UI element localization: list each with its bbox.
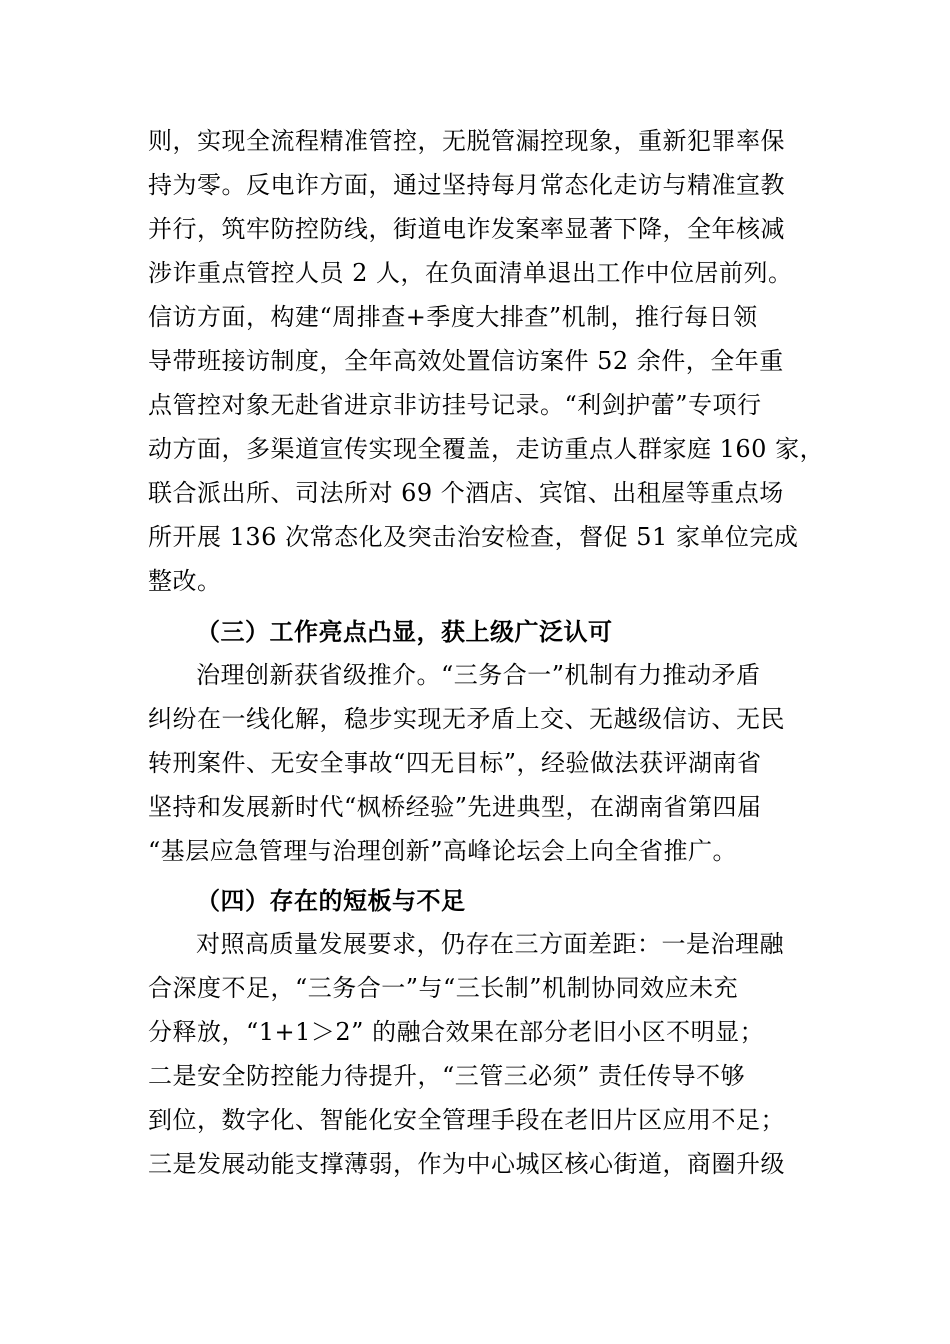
text-line: 到位，数字化、智能化安全管理手段在老旧片区应用不足； (148, 1106, 785, 1134)
text-line: 动方面，多渠道宣传实现全覆盖，走访重点人群家庭 160 家， (148, 435, 825, 463)
text-line: 导带班接访制度，全年高效处置信访案件 52 余件，全年重 (148, 347, 784, 375)
text-line: 二是安全防控能力待提升，“三管三必须” 责任传导不够 (148, 1062, 746, 1090)
text-line: 点管控对象无赴省进京非访挂号记录。“利剑护蕾”专项行 (148, 391, 762, 419)
text-line: “基层应急管理与治理创新”高峰论坛会上向全省推广。 (148, 837, 738, 865)
text-line: 信访方面，构建“周排查+季度大排查”机制，推行每日领 (148, 303, 758, 331)
text-line: 整改。 (148, 567, 222, 595)
section-heading: （四）存在的短板与不足 (196, 886, 466, 915)
text-line: 合深度不足，“三务合一”与“三长制”机制协同效应未充 (148, 974, 739, 1002)
text-line: 涉诈重点管控人员 2 人，在负面清单退出工作中位居前列。 (148, 259, 793, 287)
text-line: 纠纷在一线化解，稳步实现无矛盾上交、无越级信访、无民 (148, 705, 785, 733)
text-line: 坚持和发展新时代“枫桥经验”先进典型，在湖南省第四届 (148, 793, 762, 821)
paragraph-first-line: 对照高质量发展要求，仍存在三方面差距：一是治理融 (196, 930, 784, 958)
section-heading: （三）工作亮点凸显，获上级广泛认可 (196, 617, 613, 646)
text-line: 分释放，“1+1＞2” 的融合效果在部分老旧小区不明显； (148, 1018, 765, 1046)
paragraph-first-line: 治理创新获省级推介。“三务合一”机制有力推动矛盾 (196, 661, 761, 689)
text-line: 联合派出所、司法所对 69 个酒店、宾馆、出租屋等重点场 (148, 479, 784, 507)
text-line: 持为零。反电诈方面，通过坚持每月常态化走访与精准宣教 (148, 171, 785, 199)
text-line: 并行，筑牢防控防线，街道电诈发案率显著下降，全年核减 (148, 215, 785, 243)
text-line: 三是发展动能支撑薄弱，作为中心城区核心街道，商圈升级 (148, 1150, 785, 1178)
text-line: 所开展 136 次常态化及突击治安检查，督促 51 家单位完成 (148, 523, 799, 551)
text-line: 则，实现全流程精准管控，无脱管漏控现象，重新犯罪率保 (148, 127, 785, 155)
text-line: 转刑案件、无安全事故“四无目标”，经验做法获评湖南省 (148, 749, 762, 777)
